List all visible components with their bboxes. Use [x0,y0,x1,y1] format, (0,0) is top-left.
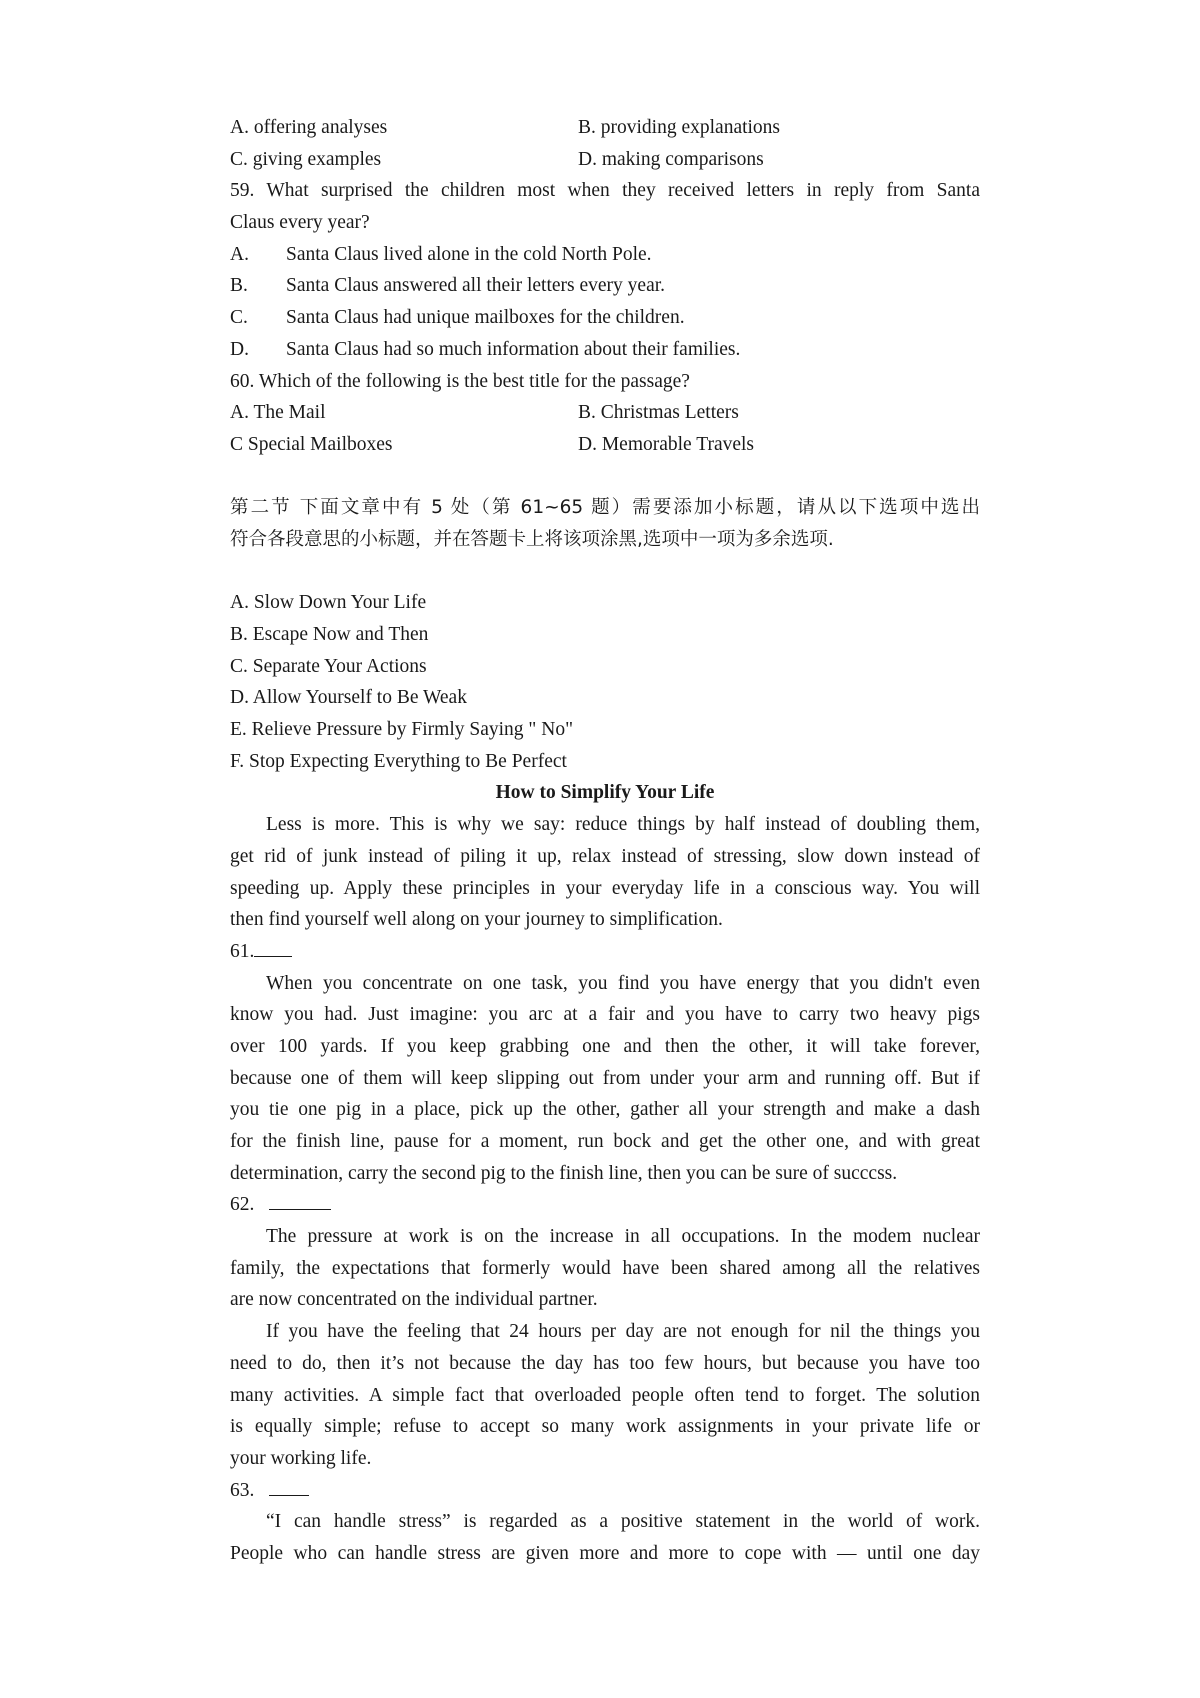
q59-option-c-text: Santa Claus had unique mailboxes for the children. [286,307,685,329]
intro-line-1: Less is more. This is why we say: reduce things by half instead of doubling them, [266,814,980,836]
q58-option-b: B. providing explanations [578,117,781,138]
q59-option-b [230,270,980,302]
p61-line-5: you tie one pig in a place, pick up the other, gather all your strength and make a dash [230,1099,980,1121]
p62a-line-3: are now concentrated on the individual partner. [230,1289,598,1311]
q59-option-c [230,302,980,334]
q59-stem-line-2: Claus every year? [230,212,370,234]
p62b-line-2: need to do, then it’s not because the day has too few hours, but because you have too [230,1352,980,1374]
q61-heading-blank [230,936,980,968]
q58-options-row-1 [230,112,980,144]
q59-option-a-text: Santa Claus lived alone in the cold North Pole. [286,243,652,265]
q63-answer-blank [269,1475,309,1496]
p62b-line-4: is equally simple; refuse to accept so many work assignments in your private life or [230,1416,980,1438]
q60-option-c: C Special Mailboxes [230,433,393,455]
q59-stem-line-1: 59. What surprised the children most when they received letters in reply from Santa [230,180,980,202]
q59-option-d-text: Santa Claus had so much information about their families. [286,338,741,360]
q63-heading-blank [230,1475,980,1507]
q61-answer-blank [254,936,292,957]
q59-option-b-text: Santa Claus answered all their letters every year. [286,275,666,297]
p62a-line-1: The pressure at work is on the increase in all occupations. In the modem nuclear [266,1226,980,1248]
p61-line-4: because one of them will keep slipping out from under your arm and running off. But if [230,1067,980,1089]
article-title: How to Simplify Your Life [495,782,715,804]
heading-option-a: A. Slow Down Your Life [230,592,427,614]
q59-option-d [230,334,980,366]
q62-answer-blank [269,1189,331,1210]
p61-line-2: know you had. Just imagine: you arc at a fair and you have to carry two heavy pigs [230,1004,980,1026]
intro-line-4: then find yourself well along on your journey to simplification. [230,909,723,931]
q58-option-c: C. giving examples [230,148,382,170]
q62-heading-blank [230,1189,980,1221]
exam-page [230,112,980,1570]
heading-option-c: C. Separate Your Actions [230,655,427,677]
q59-option-a [230,239,980,271]
q58-option-a: A. offering analyses [230,117,388,138]
heading-option-f: F. Stop Expecting Everything to Be Perfect [230,750,567,772]
p62b-line-1: If you have the feeling that 24 hours per day are not enough for nil the things you [266,1321,980,1343]
q59-option-a-letter: A. [230,243,249,265]
q59-option-b-letter: B. [230,275,248,297]
q63-label: 63. [230,1479,255,1501]
p62b-line-5: your working life. [230,1447,372,1469]
intro-line-2: get rid of junk instead of piling it up, relax instead of stressing, slow down instead of [230,845,980,867]
heading-option-e: E. Relieve Pressure by Firmly Saying " No" [230,719,574,741]
p61-line-7: determination, carry the second pig to the finish line, then you can be sure of succcss. [230,1162,898,1184]
q59-option-d-letter: D. [230,338,249,360]
p61-line-1: When you concentrate on one task, you find you have energy that you didn't even [266,972,980,994]
p63-line-2: People who can handle stress are given more and more to cope with — until one day [230,1542,980,1564]
q60-options-row-1 [230,397,980,429]
q62-label: 62. [230,1194,255,1216]
section2-instruction-line-2: 符合各段意思的小标题，并在答题卡上将该项涂黑,选项中一项为多余选项. [230,528,834,550]
q60-option-d: D. Memorable Travels [578,433,755,455]
heading-option-b: B. Escape Now and Then [230,624,429,645]
q60-stem: 60. Which of the following is the best title for the passage? [230,370,690,392]
q60-option-b: B. Christmas Letters [578,402,739,424]
heading-option-d: D. Allow Yourself to Be Weak [230,687,467,709]
q58-option-d: D. making comparisons [578,148,764,170]
p63-line-1: “I can handle stress” is regarded as a positive statement in the world of work. [266,1511,980,1533]
p61-line-6: for the finish line, pause for a moment, run bock and get the other one, and with great [230,1131,980,1152]
q60-option-a: A. The Mail [230,402,326,424]
p62b-line-3: many activities. A simple fact that overloaded people often tend to forget. The solution [230,1384,980,1406]
intro-line-3: speeding up. Apply these principles in your everyday life in a conscious way. You will [230,877,980,899]
q59-option-c-letter: C. [230,307,248,329]
q61-label: 61. [230,940,255,962]
q58-options-row-2 [230,144,980,176]
section2-instruction-line-1: 第二节 下面文章中有 5 处（第 61~65 题）需要添加小标题，请从以下选项中选出 [230,497,980,519]
q60-options-row-2 [230,429,980,461]
p61-line-3: over 100 yards. If you keep grabbing one and then the other, it will take forever, [230,1035,980,1057]
p62a-line-2: family, the expectations that formerly would have been shared among all the relatives [230,1257,980,1279]
